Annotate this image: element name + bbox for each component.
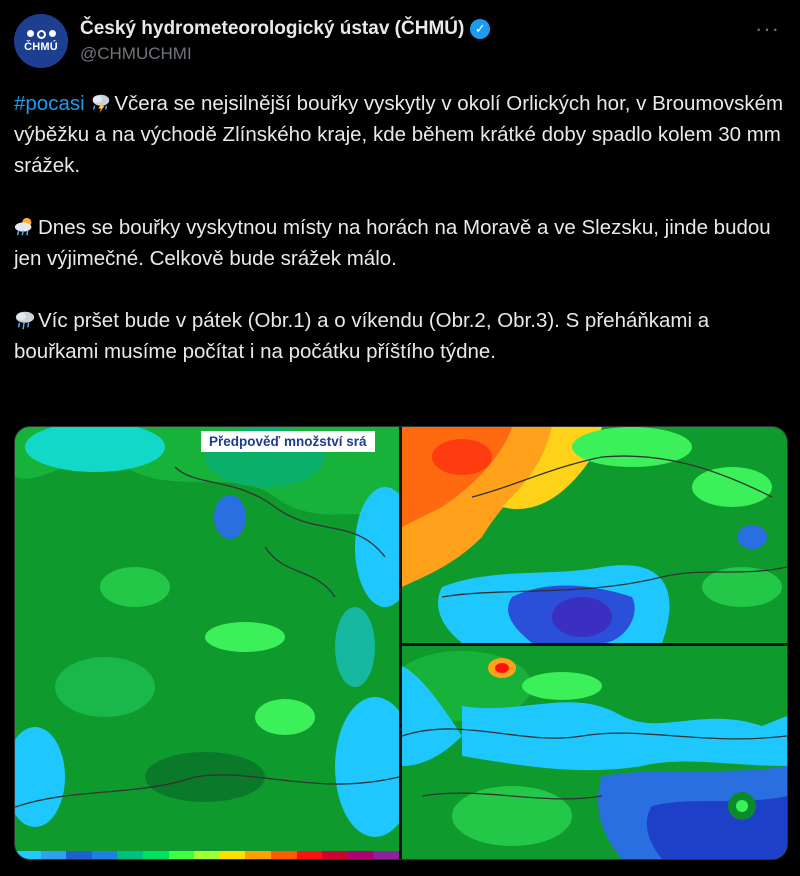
color-scale-swatch: [271, 851, 297, 859]
color-scale-swatch: [41, 851, 67, 859]
author-name-row[interactable]: [80, 18, 490, 40]
avatar[interactable]: [14, 14, 68, 68]
color-scale-swatch: [66, 851, 92, 859]
tweet-paragraph-1: [14, 88, 786, 181]
media-grid: [14, 426, 788, 860]
more-options-icon[interactable]: ···: [755, 16, 780, 41]
color-scale-swatch: [169, 851, 195, 859]
avatar-logo-text: ČHMÚ: [24, 40, 58, 53]
tweet-paragraph-3-text: Víc pršet bude v pátek (Obr.1) a o víkendu (Obr.2, Obr.3). S přeháňkami a bouřkami musíme počítat i na počátku příštího týdne.: [14, 309, 710, 363]
tweet-paragraph-2-text: Dnes se bouřky vyskytnou místy na horách na Moravě a ve Slezsku, jinde budou jen výjimečné. Celkově bude srážek málo.: [14, 216, 771, 270]
color-scale-swatch: [194, 851, 220, 859]
tweet-paragraph-3: [14, 305, 786, 367]
color-scale-swatch: [143, 851, 169, 859]
precipitation-map-1[interactable]: [15, 427, 399, 859]
hashtag-link[interactable]: #pocasi: [14, 92, 85, 115]
precipitation-map-2[interactable]: [402, 427, 787, 643]
thunderstorm-emoji: [90, 92, 112, 114]
logo-dots: [27, 30, 56, 39]
tweet-paragraph-2: [14, 212, 786, 274]
author-display-name[interactable]: Český hydrometeorologický ústav (ČHMÚ): [80, 18, 465, 39]
tweet-paragraph-1-text: Včera se nejsilnější bouřky vyskytly v okolí Orlických hor, v Broumovském výběžku a na východě Zlínského kraje, kde během krátké doby spadlo kolem 30 mm srážek.: [14, 92, 784, 177]
color-scale-swatch: [322, 851, 348, 859]
tweet-text: [14, 88, 786, 367]
author-handle[interactable]: @CHMUCHMI: [80, 44, 192, 63]
color-scale-bar: [15, 851, 399, 859]
tweet-header: [14, 14, 786, 70]
color-scale-swatch: [373, 851, 399, 859]
rain-cloud-emoji: [14, 309, 36, 331]
author-block: [80, 18, 490, 64]
color-scale-swatch: [348, 851, 374, 859]
color-scale-swatch: [220, 851, 246, 859]
color-scale-swatch: [15, 851, 41, 859]
color-scale-swatch: [297, 851, 323, 859]
precipitation-map-3[interactable]: [402, 646, 787, 859]
color-scale-swatch: [92, 851, 118, 859]
sun-behind-rain-cloud-emoji: [14, 216, 36, 238]
verified-badge-icon: ✓: [470, 19, 490, 39]
color-scale-swatch: [245, 851, 271, 859]
map-title: Předpověď množství srá: [201, 431, 375, 452]
color-scale-swatch: [117, 851, 143, 859]
